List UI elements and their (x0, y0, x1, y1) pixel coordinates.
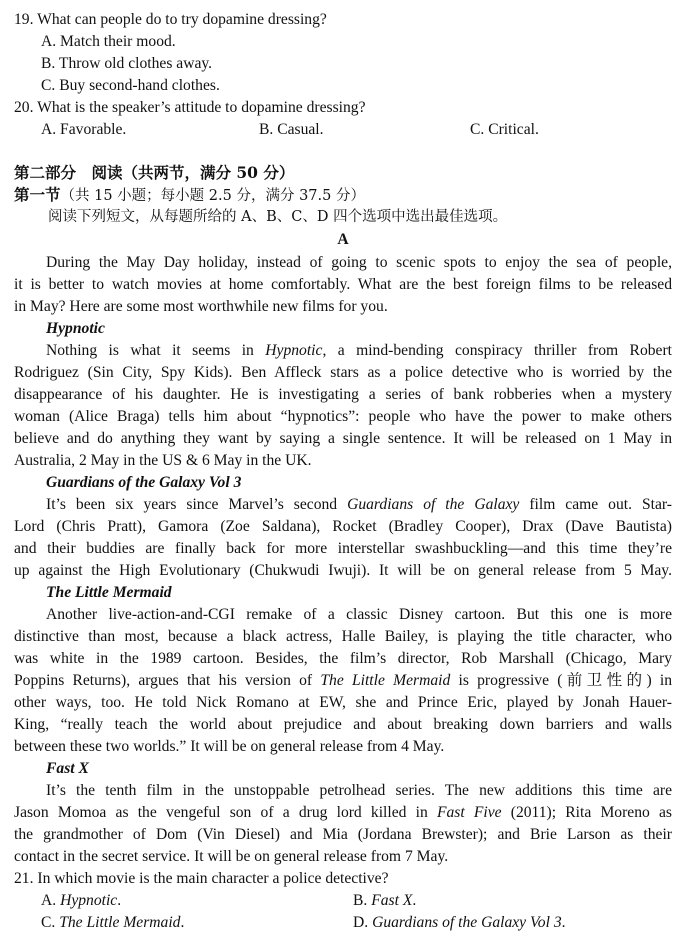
question-20-option-b: B. Casual. (259, 121, 324, 138)
mermaid-line-5: other ways, too. He told Nick Romano at EW, she and Prince Eric, played by Jonah Hauer- (14, 694, 672, 711)
intro-line-1: During the May Day holiday, instead of going to scenic spots to enjoy the sea of people, (46, 254, 672, 271)
hypnotic-line-1 (46, 340, 672, 362)
question-20-stem: 20. What is the speaker’s attitude to dopamine dressing? (14, 99, 366, 116)
film-title-little-mermaid: The Little Mermaid (46, 584, 172, 601)
hypnotic-line-6: Australia, 2 May in the US & 6 May in the UK. (14, 452, 312, 469)
question-19-option-b: B. Throw old clothes away. (41, 55, 213, 72)
fastx-line-2 (14, 802, 672, 824)
guardians-line-3: and their buddies are finally back for more interstellar swashbuckling—and this time they’re (14, 540, 672, 557)
hypnotic-line-3: disappearance of his daughter. He is investigating a series of bank robberies when a mystery (14, 386, 672, 403)
guardians-line-1-title: Guardians of the Galaxy (347, 496, 520, 513)
passage-letter: A (337, 231, 349, 248)
question-19-option-c: C. Buy second-hand clothes. (41, 77, 220, 94)
section-one-label: 第一节 (14, 185, 61, 204)
question-19-stem: 19. What can people do to try dopamine dressing? (14, 11, 327, 28)
fastx-line-2-a: Jason Momoa as the vengeful son of a drug lord killed in (14, 804, 437, 821)
hypnotic-line-1-c: , a mind-bending conspiracy thriller from Robert (322, 342, 672, 359)
section-one-header (14, 184, 672, 207)
mermaid-line-4-c: is progressive (前卫性的) in (450, 672, 672, 689)
hypnotic-line-1-a: Nothing is what it seems in (46, 342, 266, 359)
fastx-line-2-title: Fast Five (436, 804, 502, 821)
question-20-option-c: C. Critical. (470, 121, 539, 138)
guardians-line-1 (46, 494, 672, 516)
question-21-option-d: D. Guardians of the Galaxy Vol 3. (353, 914, 566, 931)
question-21-stem: 21. In which movie is the main character a police detective? (14, 870, 389, 887)
question-21-option-a: A. Hypnotic. (41, 892, 122, 909)
guardians-line-2: Lord (Chris Pratt), Gamora (Zoe Saldana), Rocket (Bradley Cooper), Drax (Dave Bautista) (14, 518, 672, 535)
mermaid-line-4 (14, 670, 672, 692)
reading-instruction: 阅读下列短文，从每题所给的 A、B、C、D 四个选项中选出最佳选项。 (48, 209, 508, 225)
film-title-fast-x: Fast X (46, 760, 89, 777)
hypnotic-line-4: woman (Alice Braga) tells him about “hypnotics”: people who have the power to make others (14, 408, 672, 425)
guardians-line-1-a: It’s been six years since Marvel’s second (46, 496, 348, 513)
mermaid-line-2: distinctive than most, because a black actress, Halle Bailey, is playing the title character, who (14, 628, 672, 645)
mermaid-line-4-title: The Little Mermaid (320, 672, 451, 689)
intro-line-3: in May? Here are some most worthwhile new films for you. (14, 298, 388, 315)
question-21-option-c: C. The Little Mermaid. (41, 914, 185, 931)
mermaid-line-4-a: Poppins Returns), argues that his version of (14, 672, 321, 689)
mermaid-line-1: Another live-action-and-CGI remake of a classic Disney cartoon. But this one is more (46, 606, 672, 623)
mermaid-line-7: between these two worlds.” It will be on general release from 4 May. (14, 738, 445, 755)
question-20-option-a: A. Favorable. (41, 121, 127, 138)
mermaid-line-3: was white in the 1989 cartoon. Besides, the film’s director, Rob Marshall (Chicago, Mary (14, 650, 672, 667)
fastx-line-1: It’s the tenth film in the unstoppable petrolhead series. The new additions this time are (46, 782, 672, 799)
mermaid-line-6: King, “really teach the world about prejudice and about breaking down barriers and walls (14, 716, 672, 733)
question-21-option-b: B. Fast X. (353, 892, 417, 909)
part-two-title: 第二部分 阅读（共两节，满分 50 分） (14, 163, 295, 182)
intro-line-2: it is better to watch movies at home comfortably. What are the best foreign films to be released (14, 276, 672, 293)
hypnotic-line-2: Rodriguez (Sin City, Spy Kids). Ben Affleck stars as a police detective who is worried by the (14, 364, 672, 381)
question-19-option-a: A. Match their mood. (41, 33, 176, 50)
guardians-line-4: up against the High Evolutionary (Chukwudi Iwuji). It will be on general release from 5 May. (14, 562, 672, 579)
fastx-line-3: the grandmother of Dom (Vin Diesel) and Mia (Jordana Brewster); and Brie Larson as their (14, 826, 672, 843)
section-one-info: （共 15 小题；每小题 2.5 分，满分 37.5 分） (60, 188, 365, 204)
hypnotic-line-5: believe and do anything they want by saying a single sentence. It will be released on 1 May in (14, 430, 672, 447)
film-title-guardians: Guardians of the Galaxy Vol 3 (46, 474, 242, 491)
hypnotic-line-1-title: Hypnotic (265, 342, 323, 359)
fastx-line-2-c: (2011); Rita Moreno as (501, 804, 672, 821)
film-title-hypnotic: Hypnotic (46, 320, 105, 337)
fastx-line-4: contact in the secret service. It will be on general release from 7 May. (14, 848, 449, 865)
guardians-line-1-c: film came out. Star- (519, 496, 672, 513)
